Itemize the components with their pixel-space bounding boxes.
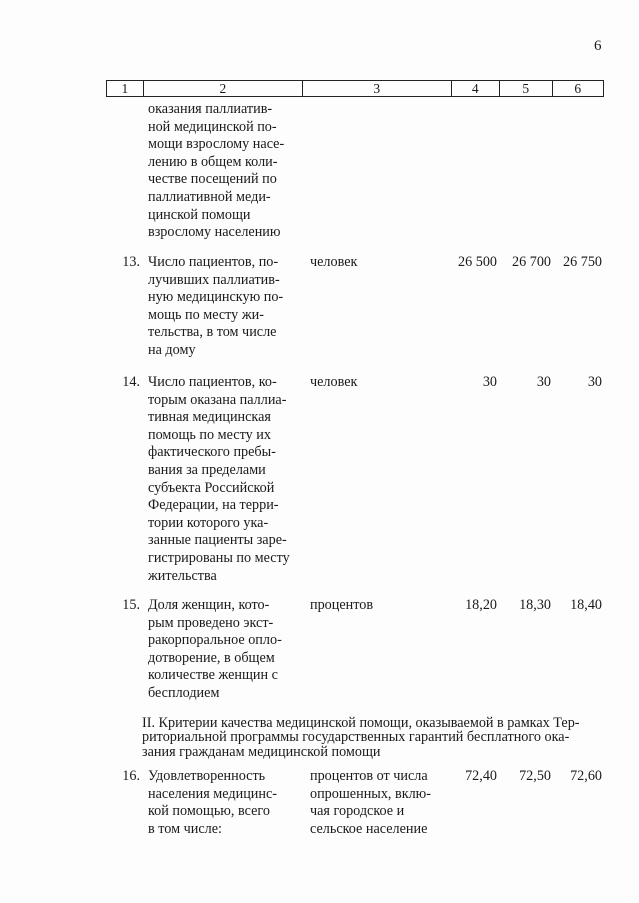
value-col-5: 26 700 bbox=[511, 254, 551, 270]
indicator-name: Удовлетворенность населения медицинс- кой помощью, всего в том числе: bbox=[148, 768, 277, 837]
unit: человек bbox=[310, 374, 358, 390]
header-col-4: 4 bbox=[451, 81, 500, 96]
value-col-5: 18,30 bbox=[519, 597, 551, 613]
page-number: 6 bbox=[594, 38, 602, 54]
header-col-6: 6 bbox=[552, 81, 603, 96]
unit: процентов bbox=[310, 597, 374, 613]
indicator-name: Число пациентов, по- лучивших паллиатив- ную медицинскую по- мощь по месту жи- тельства, в том числе на дому bbox=[148, 254, 284, 358]
value-col-4: 18,20 bbox=[465, 597, 497, 613]
value-col-6: 26 750 bbox=[562, 254, 602, 270]
value-col-4: 26 500 bbox=[457, 254, 497, 270]
section-heading: II. Критерии качества медицинской помощи, оказываемой в рамках Тер- риториальной программы государственных гарантий бесплатного ока- зания гражданам медицинской помощи bbox=[142, 715, 580, 760]
value-col-5: 72,50 bbox=[519, 768, 551, 784]
row-number: 15. bbox=[122, 597, 140, 613]
row-number: 13. bbox=[122, 254, 140, 270]
unit: человек bbox=[310, 254, 358, 270]
header-col-3: 3 bbox=[302, 81, 451, 96]
header-col-1: 1 bbox=[121, 81, 129, 96]
unit: процентов от числа опрошенных, вклю- чая городское и сельское население bbox=[310, 768, 431, 837]
row-number: 16. bbox=[122, 768, 140, 784]
header-col-2: 2 bbox=[143, 81, 302, 96]
table-header bbox=[106, 80, 604, 97]
value-col-5: 30 bbox=[536, 374, 551, 390]
value-col-4: 30 bbox=[482, 374, 497, 390]
indicator-name: Доля женщин, кото- рым проведено экст- ракорпоральное опло- дотворение, в общем количестве женщин с бесплодием bbox=[148, 597, 282, 701]
value-col-6: 18,40 bbox=[570, 597, 602, 613]
value-col-4: 72,40 bbox=[465, 768, 497, 784]
value-col-6: 30 bbox=[587, 374, 602, 390]
continued-indicator-name: оказания паллиатив- ной медицинской по- мощи взрослому насе- лению в общем коли- честве посещений по паллиативной меди- цинской помощи взрослому населению bbox=[148, 101, 285, 241]
header-col-5: 5 bbox=[499, 81, 551, 96]
value-col-6: 72,60 bbox=[570, 768, 602, 784]
row-number: 14. bbox=[122, 374, 140, 390]
indicator-name: Число пациентов, ко- торым оказана паллиа- тивная медицинская помощь по месту их фактического пребы- вания за пределами субъекта Российской Федерации, на терри- тории которого ука- занные пациенты заре- гистрированы по месту жительства bbox=[148, 374, 290, 584]
